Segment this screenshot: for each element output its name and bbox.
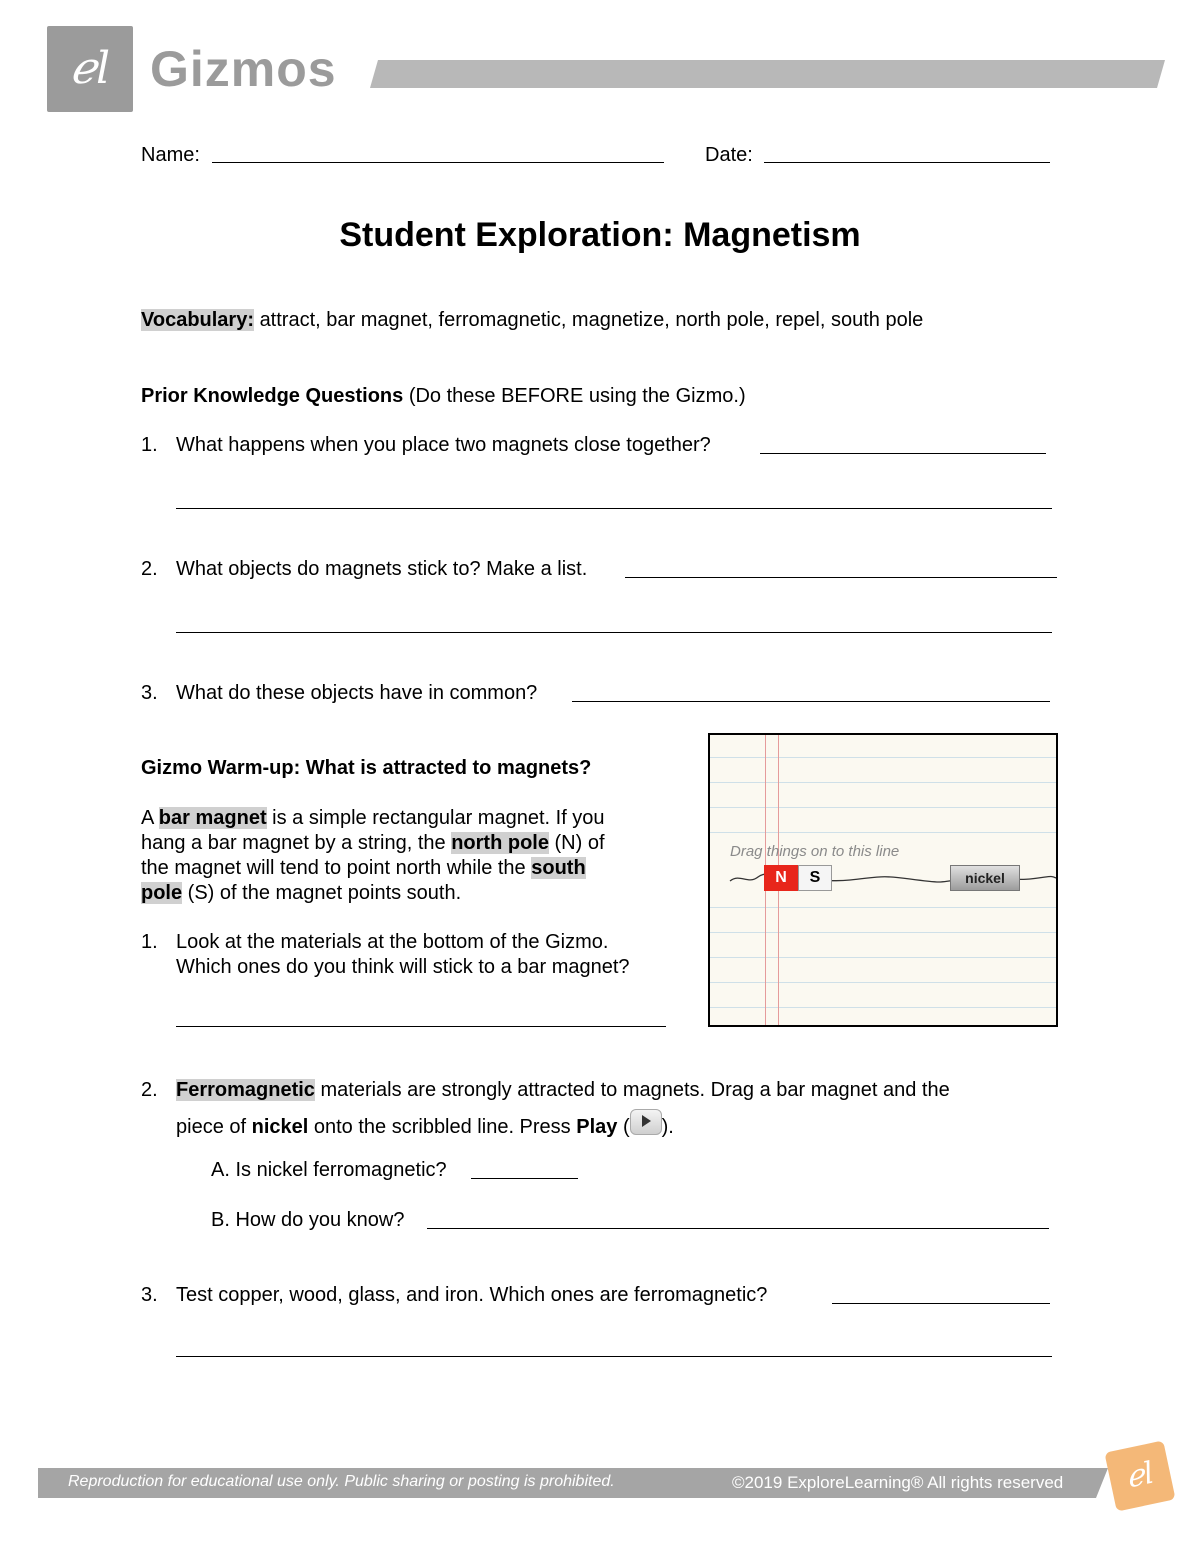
pk-answer-3-line[interactable] — [572, 701, 1050, 702]
warmup-intro: A bar magnet is a simple rectangular magnet. If you hang a bar magnet by a string, the north pole (N) of the magnet will tend to point north while the south pole (S) of the magnet points south. — [141, 807, 605, 904]
vocabulary-label: Vocabulary: — [141, 309, 254, 331]
term-pole: pole — [141, 882, 183, 904]
warmup-q3-number: 3. — [141, 1284, 158, 1306]
warmup-q2b: B. How do you know? — [211, 1209, 405, 1231]
header-bar — [370, 60, 1165, 88]
prior-knowledge-heading — [141, 384, 746, 408]
warmup-q2b-answer-line[interactable] — [427, 1228, 1049, 1229]
prior-knowledge-note: (Do these BEFORE using the Gizmo.) — [408, 385, 746, 407]
term-ferromagnetic: Ferromagnetic — [176, 1079, 315, 1101]
explorelearning-logo — [47, 26, 133, 112]
name-field[interactable] — [212, 162, 664, 163]
vocabulary-terms: attract, bar magnet, ferromagnetic, magnetize, north pole, repel, south pole — [259, 309, 924, 331]
warmup-q3-answer-line-b[interactable] — [176, 1356, 1052, 1357]
term-north-pole: north pole — [451, 832, 549, 854]
gizmo-screenshot — [708, 733, 1058, 1027]
footer-copyright: ©2019 ExploreLearning® All rights reserved — [732, 1473, 1064, 1492]
warmup-q2-number: 2. — [141, 1079, 158, 1101]
name-label: Name: — [141, 144, 200, 166]
bar-magnet-north: N — [764, 865, 798, 891]
pk-question-3-number: 3. — [141, 682, 158, 704]
play-icon — [630, 1109, 662, 1135]
warmup-q3-answer-line-a[interactable] — [832, 1303, 1050, 1304]
pk-question-1-number: 1. — [141, 434, 158, 456]
warmup-q1-number: 1. — [141, 931, 158, 953]
pk-answer-2-line-b[interactable] — [176, 632, 1052, 633]
vocabulary — [141, 308, 923, 332]
pk-question-1: What happens when you place two magnets close together? — [176, 434, 711, 456]
warmup-q2-line1: Ferromagnetic materials are strongly attracted to magnets. Drag a bar magnet and the — [176, 1079, 950, 1101]
pk-question-2-number: 2. — [141, 558, 158, 580]
term-south: south — [531, 857, 586, 879]
date-label: Date: — [705, 144, 753, 166]
footer-notice: Reproduction for educational use only. Public sharing or posting is prohibited. — [68, 1473, 615, 1490]
brand-name: Gizmos — [150, 41, 337, 97]
logo-mark: ℯl — [69, 43, 111, 94]
warmup-heading: Gizmo Warm-up: What is attracted to magnets? — [141, 757, 592, 779]
warmup-q3: Test copper, wood, glass, and iron. Which ones are ferromagnetic? — [176, 1284, 768, 1306]
drag-hint: Drag things on to this line — [730, 843, 900, 860]
footer-logo: ℯl — [1104, 1440, 1175, 1511]
warmup-q2a-answer-line[interactable] — [471, 1178, 578, 1179]
bar-magnet-south: S — [798, 865, 832, 891]
term-bar-magnet: bar magnet — [158, 807, 267, 829]
warmup-q1: Look at the materials at the bottom of the Gizmo. Which ones do you think will stick to a bar magnet? — [176, 931, 630, 978]
pk-question-2: What objects do magnets stick to? Make a list. — [176, 558, 588, 580]
nickel-piece: nickel — [950, 865, 1020, 891]
warmup-q2-line2: piece of nickel onto the scribbled line. Press Play ( ). — [176, 1109, 674, 1139]
pk-answer-2-line-a[interactable] — [625, 577, 1057, 578]
prior-knowledge-title: Prior Knowledge Questions — [141, 385, 404, 407]
pk-answer-1-line-a[interactable] — [760, 453, 1046, 454]
warmup-q2a: A. Is nickel ferromagnetic? — [211, 1159, 447, 1181]
page-title: Student Exploration: Magnetism — [339, 216, 861, 254]
date-field[interactable] — [764, 162, 1050, 163]
pk-answer-1-line-b[interactable] — [176, 508, 1052, 509]
warmup-q1-answer-line[interactable] — [176, 1026, 666, 1027]
pk-question-3: What do these objects have in common? — [176, 682, 538, 704]
